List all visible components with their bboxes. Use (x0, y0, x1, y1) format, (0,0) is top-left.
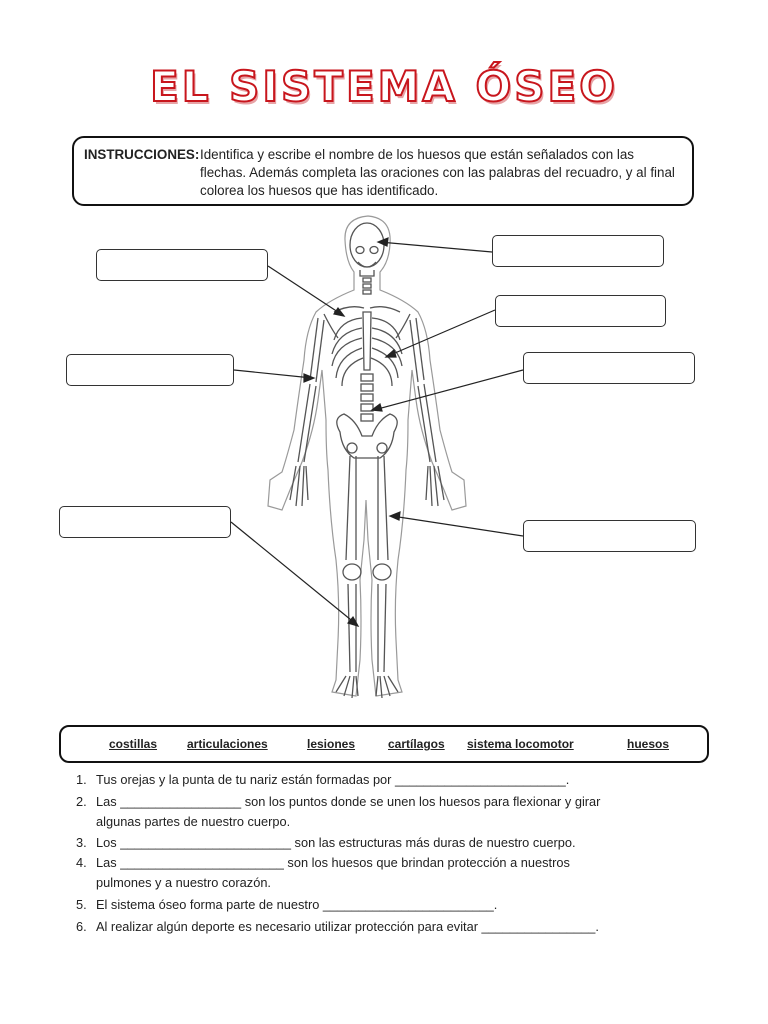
question-text: El sistema óseo forma parte de nuestro ________________________. (96, 897, 498, 912)
word-lesiones: lesiones (307, 737, 356, 751)
question-text: Las _______________________ son los huesos que brindan protección a nuestros (96, 855, 570, 870)
word-costillas: costillas (109, 737, 158, 751)
page-title: EL SISTEMA ÓSEO (150, 62, 618, 111)
word-articulaciones: articulaciones (187, 737, 268, 751)
question-3: 3. Los ________________________ son las estructuras más duras de nuestro cuerpo. (76, 835, 576, 850)
word-huesos: huesos (627, 737, 670, 751)
instructions-text: Identifica y escribe el nombre de los huesos que están señalados con las flechas. Además completa las oraciones con las palabras del recuadro, y al final colorea los huesos que has identificado. (200, 147, 675, 198)
question-4: 4. Las _______________________ son los huesos que brindan protección a nuestros pulmones y a nuestro corazón. (76, 853, 681, 893)
question-5: 5. El sistema óseo forma parte de nuestro ________________________. (76, 897, 498, 912)
question-6: 6. Al realizar algún deporte es necesario utilizar protección para evitar ________________. (76, 919, 599, 934)
question-text: Tus orejas y la punta de tu nariz están formadas por ________________________. (96, 772, 570, 787)
word-cartilagos: cartílagos (388, 737, 445, 751)
question-text: Los ________________________ son las estructuras más duras de nuestro cuerpo. (96, 835, 576, 850)
word-sistema-locomotor: sistema locomotor (467, 737, 574, 751)
question-2: 2. Las _________________ son los puntos donde se unen los huesos para flexionar y girar algunas partes de nuestro cuerpo. (76, 792, 681, 832)
question-continuation: algunas partes de nuestro cuerpo. (96, 814, 291, 829)
question-1: 1. Tus orejas y la punta de tu nariz están formadas por ________________________. (76, 772, 570, 787)
question-text: Las _________________ son los puntos donde se unen los huesos para flexionar y girar (96, 794, 601, 809)
question-text: Al realizar algún deporte es necesario utilizar protección para evitar ________________. (96, 919, 599, 934)
instructions-label: INSTRUCCIONES: (84, 147, 200, 162)
word-bank (59, 725, 709, 763)
question-continuation: pulmones y a nuestro corazón. (96, 875, 271, 890)
